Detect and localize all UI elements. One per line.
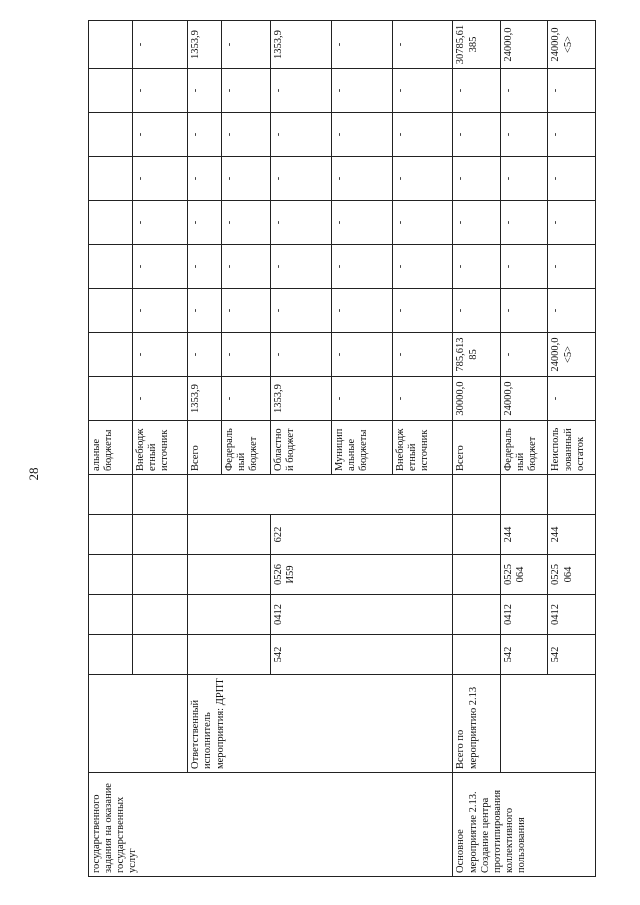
value-cell: - <box>271 69 332 113</box>
value-cell: - <box>500 69 547 113</box>
table-cell <box>89 113 133 157</box>
value-cell: - <box>133 21 188 69</box>
value-cell: - <box>392 245 453 289</box>
value-cell: - <box>548 245 596 289</box>
table-cell <box>500 475 547 515</box>
table-cell <box>133 595 188 635</box>
value-cell: - <box>392 21 453 69</box>
table-cell <box>453 635 500 675</box>
value-cell: - <box>133 333 188 377</box>
code-cell: 542 <box>271 635 453 675</box>
source-cell: Всего <box>188 421 221 475</box>
value-cell: - <box>392 157 453 201</box>
rotated-page-content <box>88 21 596 877</box>
value-cell: 1353,9 <box>188 21 221 69</box>
source-cell: Неиспользованный остаток <box>548 421 596 475</box>
table-cell <box>133 555 188 595</box>
source-cell: Федеральный бюджет <box>221 421 271 475</box>
table-cell <box>89 635 133 675</box>
activity-cell: государственного задания на оказание государственных услуг <box>89 773 453 877</box>
source-cell: Областной бюджет <box>271 421 332 475</box>
code-cell: 622 <box>271 515 453 555</box>
table-cell <box>133 515 188 555</box>
value-cell: - <box>133 289 188 333</box>
value-cell: - <box>221 157 271 201</box>
source-cell: Муниципальные бюджеты <box>331 421 392 475</box>
value-cell: - <box>188 333 221 377</box>
value-cell: - <box>392 333 453 377</box>
value-cell: - <box>188 69 221 113</box>
source-cell: Всего <box>453 421 500 475</box>
value-cell: - <box>453 113 500 157</box>
value-cell: - <box>453 245 500 289</box>
table-cell <box>133 635 188 675</box>
value-cell: 1353,9 <box>271 377 332 421</box>
activity-cell: Основное мероприятие 2.13. Создание центра прототипирования коллективного пользования <box>453 773 596 877</box>
value-cell: 1353,9 <box>271 21 332 69</box>
table-cell <box>453 475 500 515</box>
table-cell <box>89 515 133 555</box>
value-cell: - <box>331 377 392 421</box>
value-cell: 24000,0 <5> <box>548 333 596 377</box>
table-cell <box>89 245 133 289</box>
code-cell: 542 <box>500 635 547 675</box>
value-cell: - <box>188 201 221 245</box>
value-cell: - <box>271 113 332 157</box>
table-cell <box>188 555 271 595</box>
value-cell: - <box>188 245 221 289</box>
value-cell: - <box>331 157 392 201</box>
table-cell <box>89 69 133 113</box>
value-cell: - <box>500 245 547 289</box>
value-cell: - <box>548 157 596 201</box>
table-row <box>188 21 221 877</box>
table-cell <box>188 635 271 675</box>
code-cell: 542 <box>548 635 596 675</box>
value-cell: - <box>500 157 547 201</box>
table-cell <box>89 475 133 515</box>
value-cell: - <box>548 113 596 157</box>
code-cell: 0412 <box>271 595 453 635</box>
value-cell: - <box>221 377 271 421</box>
value-cell: - <box>221 69 271 113</box>
value-cell: - <box>188 157 221 201</box>
value-cell: - <box>331 245 392 289</box>
table-cell <box>89 289 133 333</box>
value-cell: - <box>548 289 596 333</box>
value-cell: - <box>453 289 500 333</box>
value-cell: - <box>453 69 500 113</box>
table-cell <box>188 515 271 555</box>
table-row <box>453 21 500 877</box>
table-cell <box>453 515 500 555</box>
source-cell: Внебюджетный источник <box>133 421 188 475</box>
value-cell: - <box>133 201 188 245</box>
value-cell: - <box>271 245 332 289</box>
value-cell: - <box>331 21 392 69</box>
table-cell <box>133 475 188 515</box>
value-cell: - <box>392 201 453 245</box>
code-cell: 0525 064 <box>548 555 596 595</box>
value-cell: - <box>133 69 188 113</box>
source-cell: Внебюджетный источник <box>392 421 453 475</box>
value-cell: - <box>133 113 188 157</box>
responsible-cell: Ответственный исполнитель мероприятия: ДРПТ <box>188 675 453 773</box>
value-cell: 30000,0 <box>453 377 500 421</box>
value-cell: - <box>271 333 332 377</box>
value-cell: - <box>500 201 547 245</box>
source-cell: Федеральный бюджет <box>500 421 547 475</box>
value-cell: 24000,0 <5> <box>548 21 596 69</box>
value-cell: - <box>331 289 392 333</box>
table-cell <box>548 475 596 515</box>
value-cell: - <box>331 113 392 157</box>
value-cell: - <box>188 289 221 333</box>
value-cell: - <box>453 201 500 245</box>
value-cell: - <box>221 113 271 157</box>
code-cell: 244 <box>548 515 596 555</box>
value-cell: 785,61385 <box>453 333 500 377</box>
value-cell: - <box>331 201 392 245</box>
code-cell: 0412 <box>548 595 596 635</box>
table-cell <box>89 595 133 635</box>
value-cell: - <box>392 69 453 113</box>
code-cell: 0525 064 <box>500 555 547 595</box>
table-cell <box>89 377 133 421</box>
table-cell <box>89 201 133 245</box>
table-cell <box>89 157 133 201</box>
value-cell: 30785,61385 <box>453 21 500 69</box>
table-cell <box>188 595 271 635</box>
value-cell: - <box>133 157 188 201</box>
value-cell: - <box>221 289 271 333</box>
value-cell: 24000,0 <box>500 377 547 421</box>
page-number: 28 <box>26 467 41 481</box>
value-cell: - <box>392 289 453 333</box>
value-cell: - <box>133 377 188 421</box>
value-cell: - <box>331 69 392 113</box>
value-cell: - <box>392 377 453 421</box>
code-cell: 0526 И59 <box>271 555 453 595</box>
value-cell: - <box>548 201 596 245</box>
value-cell: - <box>271 289 332 333</box>
value-cell: - <box>188 113 221 157</box>
value-cell: - <box>133 245 188 289</box>
table-cell <box>89 333 133 377</box>
code-cell: 244 <box>500 515 547 555</box>
value-cell: 24000,0 <box>500 21 547 69</box>
value-cell: - <box>271 157 332 201</box>
value-cell: - <box>271 201 332 245</box>
table-cell <box>89 675 188 773</box>
table-cell <box>453 555 500 595</box>
value-cell: - <box>221 333 271 377</box>
value-cell: - <box>500 333 547 377</box>
table-cell <box>89 21 133 69</box>
value-cell: - <box>221 245 271 289</box>
table-cell <box>453 595 500 635</box>
value-cell: 1353,9 <box>188 377 221 421</box>
responsible-cell: Всего по мероприятию 2.13 <box>453 675 500 773</box>
table-cell <box>500 675 595 773</box>
value-cell: - <box>221 201 271 245</box>
table-row <box>89 21 133 877</box>
value-cell: - <box>453 157 500 201</box>
value-cell: - <box>500 113 547 157</box>
budget-table <box>88 20 596 877</box>
table-cell <box>188 475 453 515</box>
value-cell: - <box>548 377 596 421</box>
source-cell: альные бюджеты <box>89 421 133 475</box>
value-cell: - <box>331 333 392 377</box>
table-row <box>500 21 547 877</box>
value-cell: - <box>548 69 596 113</box>
value-cell: - <box>500 289 547 333</box>
code-cell: 0412 <box>500 595 547 635</box>
value-cell: - <box>392 113 453 157</box>
table-cell <box>89 555 133 595</box>
value-cell: - <box>221 21 271 69</box>
